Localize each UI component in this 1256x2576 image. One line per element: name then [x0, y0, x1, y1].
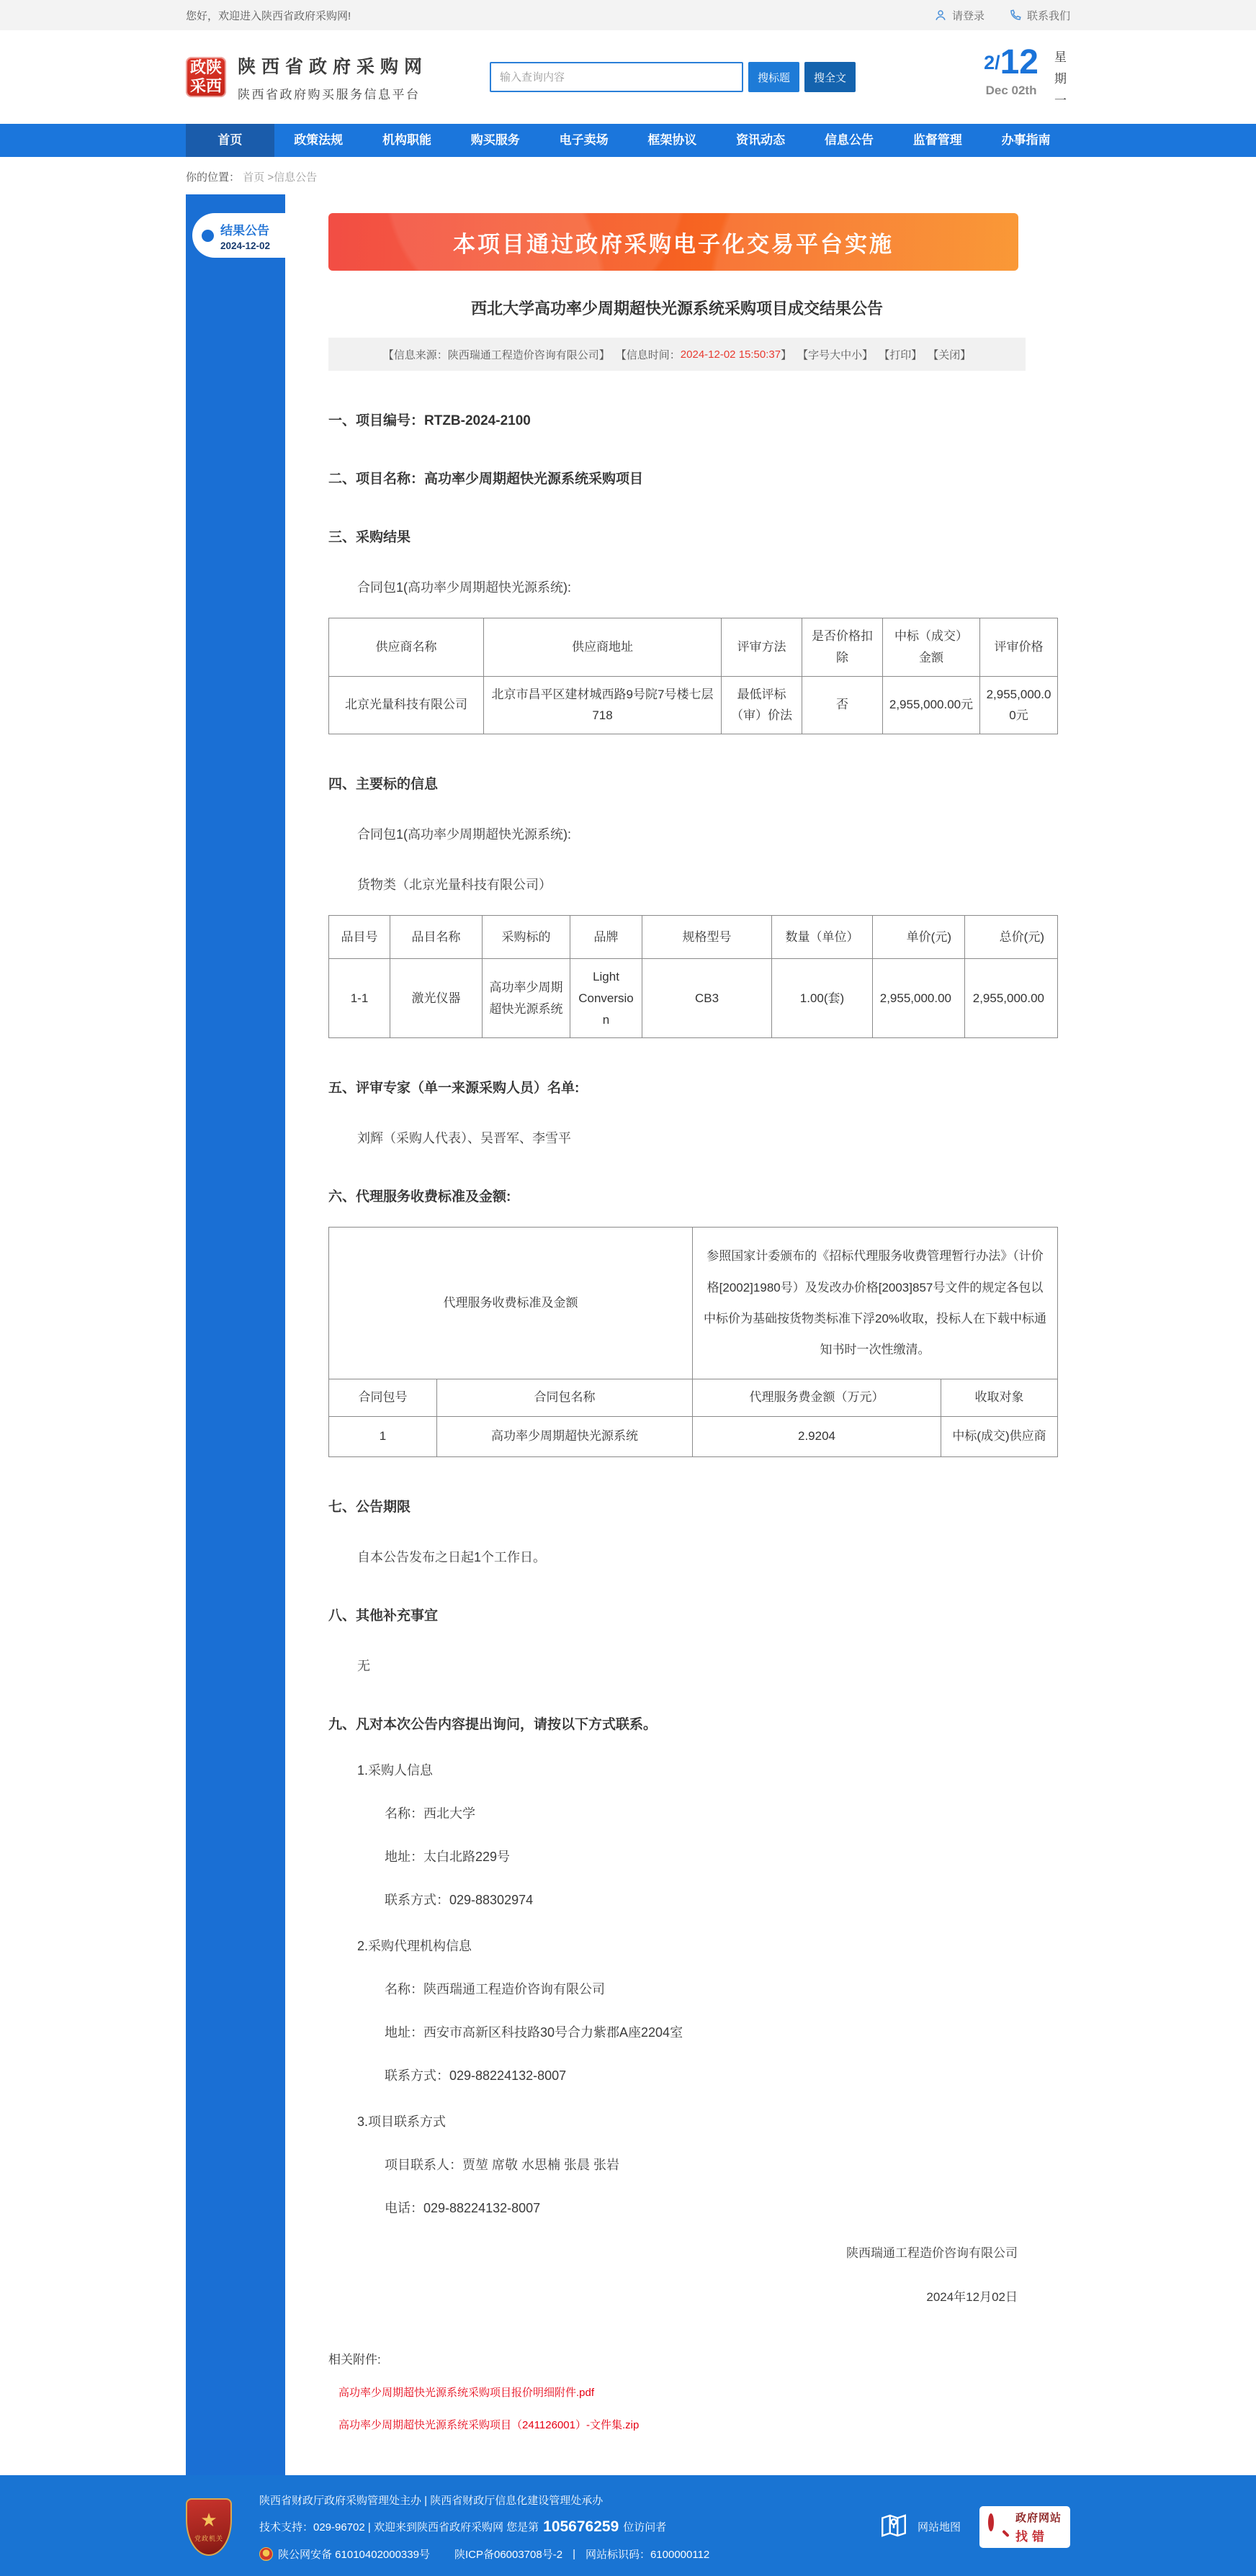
sitemap-link[interactable]: 网站地图 — [879, 2510, 961, 2544]
date-english: Dec 02th — [985, 84, 1037, 98]
search-bar — [490, 62, 856, 92]
attachment-zip-link[interactable]: 高功率少周期超快光源系统采购项目（241126001）-文件集.zip — [338, 2418, 640, 2431]
breadcrumb-home-link[interactable]: 首页 — [243, 171, 265, 184]
site-subtitle: 陕西省政府购买服务信息平台 — [238, 87, 421, 102]
nav-item-guide[interactable]: 办事指南 — [1001, 133, 1051, 147]
footer-organizer: 陕西省财政厅政府采购管理处主办 | 陕西省财政厅信息化建设管理处承办 — [259, 2494, 604, 2507]
party-government-emblem-icon: ★ 党政机关 — [186, 2498, 232, 2556]
visitor-count: 105676259 — [543, 2518, 619, 2535]
welcome-text: 您好，欢迎进入陕西省政府采购网! — [186, 9, 351, 22]
nav-item-home[interactable]: 首页 — [186, 124, 274, 157]
section-experts: 五、评审专家（单一来源采购人员）名单: — [328, 1081, 580, 1096]
breadcrumb-current-link[interactable]: 信息公告 — [274, 171, 318, 184]
nav-item-supervision[interactable]: 监督管理 — [912, 133, 962, 147]
font-size-small[interactable]: 小 — [851, 348, 863, 361]
item-detail-table — [328, 915, 1058, 1038]
print-button[interactable]: 【打印】 — [879, 348, 923, 361]
table-header-row: 品目号 品目名称 采购标的 品牌 规格型号 数量（单位） 单价(元) 总价(元) — [329, 916, 1058, 959]
content-area — [186, 194, 1070, 2475]
table-header-row: 供应商名称 供应商地址 评审方法 是否价格扣除 中标（成交）金额 评审价格 — [329, 618, 1058, 677]
nav-item-framework[interactable]: 框架协议 — [647, 133, 697, 147]
attachment-pdf-link[interactable]: 高功率少周期超快光源系统采购项目报价明细附件.pdf — [338, 2386, 595, 2399]
table-row: 1 高功率少周期超快光源系统 2.9204 中标(成交)供应商 — [329, 1416, 1058, 1456]
gongan-beian-link[interactable]: 陕公网安备 61010402000339号 — [278, 2548, 430, 2561]
footer-support: 技术支持：029-96702 | 欢迎来到陕西省政府采购网 您是第 — [259, 2521, 539, 2534]
page-title: 西北大学高功率少周期超快光源系统采购项目成交结果公告 — [470, 300, 883, 318]
user-icon — [934, 9, 947, 22]
table-row: 1-1 激光仪器 高功率少周期超快光源系统 Light Conversion CB3 1.00(套) 2,955,000.00 2,955,000.00 — [329, 959, 1058, 1038]
main-nav — [0, 124, 1256, 157]
font-size-large[interactable]: 大 — [830, 348, 841, 361]
sidebar — [186, 194, 285, 2475]
close-button[interactable]: 【关闭】 — [928, 348, 972, 361]
nav-item-functions[interactable]: 机构职能 — [382, 133, 431, 147]
agency-info-title: 2.采购代理机构信息 — [357, 1938, 472, 1953]
table-row: 代理服务收费标准及金额 参照国家计委颁布的《招标代理服务收费管理暂行办法》（计价格[2002]1980号）及发改办价格[2003]857号文件的规定各包以中标价为基础按货物类标准下浮20%收取，投标人在下载中标通知书时一次性缴清。 — [329, 1228, 1058, 1379]
section-contact: 九、凡对本次公告内容提出询问，请按以下方式联系。 — [328, 1716, 658, 1732]
nav-item-news[interactable]: 资讯动态 — [736, 133, 786, 147]
signature-date: 2024年12月02日 — [926, 2289, 1018, 2304]
search-input[interactable] — [490, 62, 743, 92]
nav-item-announcements[interactable]: 信息公告 — [824, 133, 874, 147]
site-name: 陕西省政府采购网 — [238, 56, 429, 77]
font-size-medium[interactable]: 中 — [840, 348, 852, 361]
info-source: 【信息来源：陕西瑞通工程造价咨询有限公司】 — [382, 348, 610, 361]
table-header-row: 合同包号 合同包名称 代理服务费金额（万元） 收取对象 — [329, 1379, 1058, 1416]
public-security-badge-icon — [259, 2547, 273, 2561]
contact-link[interactable]: 联系我们 — [1009, 8, 1070, 23]
date-day: 12 — [1000, 43, 1039, 82]
signature-company: 陕西瑞通工程造价咨询有限公司 — [846, 2246, 1018, 2260]
gov-site-error-report-badge[interactable]: 政府网站 找错 — [979, 2506, 1070, 2548]
date-widget — [984, 42, 1070, 111]
phone-icon — [1009, 9, 1022, 22]
section-procurement-result: 三、采购结果 — [328, 530, 411, 545]
nav-item-e-market[interactable]: 电子卖场 — [559, 133, 609, 147]
experts-list: 刘辉（采购人代表）、吴晋军、李雪平 — [357, 1131, 571, 1146]
search-title-button[interactable]: 搜标题 — [748, 62, 799, 92]
breadcrumb: 你的位置： 首页 >信息公告 — [186, 171, 318, 184]
article-meta-bar: 【信息来源：陕西瑞通工程造价咨询有限公司】 【信息时间： 2024-12-02 15:50:37 】 【字号 大 中 小 】 【打印】 【关闭】 — [328, 338, 1026, 371]
site-header — [0, 30, 1256, 124]
attachments-title: 相关附件: — [328, 2352, 381, 2366]
nav-item-purchase-service[interactable]: 购买服务 — [470, 133, 520, 147]
table-row: 北京光量科技有限公司 北京市昌平区建材城西路9号院7号楼七层718 最低评标（审）价法 否 2,955,000.00元 2,955,000.00元 — [329, 676, 1058, 734]
site-logo: 政陕 采西 — [186, 57, 226, 97]
sidebar-item-result-announcement[interactable]: 结果公告 2024-12-02 — [192, 213, 285, 258]
article: 本项目通过政府采购电子化交易平台实施 西北大学高功率少周期超快光源系统采购项目成交结果公告 【信息来源：陕西瑞通工程造价咨询有限公司】 【信息时间： 2024-12-02 15:50:37 】 【字号 大 中 小 】 【打印】 【关闭】 一、项目编号：RTZB-2024-2100 二、项目名称：高功率少周期超快光源系统采购项目 三、采购结果 合同包1(高功率少周期超快光源系统): 供应商名称 供应商地址 评审方法 是否价格扣除 中标（成交）金额 评审价格 北京光量科技有限公司 北京市昌平区建材城西路9号院7号楼七层718 最低评标（审）价法 否 2,955,000.00元 2,955,000.00元 四、主要标的信息 合同包1(高功率少周期超快光源系统): 货物类（北京光量科技有限公司） 品目号 品目名称 采购标的 品牌 规格型号 数量（单位） 单价(元) 总价(元) 1-1 激光仪器 高功率少周期超快光源系统 Light Conversion CB3 1.00(套) 2,955,000.00 2,955,000.00 五、评审专家（单一来源采购人员）名单: 刘辉（采购人代表）、吴晋军、李雪平 六、代理服务收费标准及金额: 代理服务收费标准及金额 参照国家计委颁布的《招标代理服务收费管理暂行办法》（计价格[2002]1980号）及发改办价格[2003]857号文件的规定各包以中标价为基础按货物类标准下浮20%收取，投标人在下载中标通知书时一次性缴清。 合同包号 合同包名称 代理服务费金额（万元） 收取对象 1 高功率少周期超快光源系统 2.9204 中标(成交)供应商 七、公告期限 自本公告发布之日起1个工作日。 八、其他补充事宜 无 九、凡对本次公告内容提出询问，请按以下方式联系。 1.采购人信息 名称：西北大学 地址：太白北路229号 联系方式：029-88302974 2.采购代理机构信息 名称：陕西瑞通工程造价咨询有限公司 地址：西安市高新区科技路30号合力紫郡A座2204室 联系方式：029-88224132-8007 3.项目联系方式 项目联系人：贾堃 席敬 水思楠 张晨 张岩 电话：029-88224132-8007 陕西瑞通工程造价咨询有限公司 2024年12月02日 相关附件: 高功率少周期超快光源系统采购项目报价明细附件.pdf 高功率少周期超快光源系统采购项目（241126001）-文件集.zip — [285, 194, 1070, 2475]
site-code: 网站标识码：6100000112 — [585, 2548, 710, 2561]
magnifier-icon — [988, 2516, 1010, 2538]
info-time: 2024-12-02 15:50:37 — [680, 348, 781, 361]
project-contact-title: 3.项目联系方式 — [357, 2114, 447, 2129]
agency-fee-table — [328, 1227, 1058, 1456]
map-icon — [879, 2510, 909, 2544]
section-announcement-period: 七、公告期限 — [328, 1499, 411, 1515]
nav-item-policies[interactable]: 政策法规 — [294, 133, 344, 147]
signature-block — [328, 2243, 1057, 2305]
section-other-matters: 八、其他补充事宜 — [328, 1608, 439, 1623]
footer: ★ 党政机关 陕西省财政厅政府采购管理处主办 | 陕西省财政厅信息化建设管理处承办 技术支持：029-96702 | 欢迎来到陕西省政府采购网 您是第 105676259 位访问者 陕公网安备 61010402000339号 陕ICP备06003708号-2 | 网站标识码：6100000112 网站地图 政府网站 找错 — [0, 2475, 1256, 2576]
date-weekday: 星期一 — [1054, 50, 1067, 107]
section-project-name: 二、项目名称：高功率少周期超快光源系统采购项目 — [328, 472, 644, 487]
section-agency-fee: 六、代理服务收费标准及金额: — [328, 1189, 511, 1205]
section-project-number: 一、项目编号：RTZB-2024-2100 — [328, 413, 531, 428]
login-link[interactable]: 请登录 — [934, 8, 984, 23]
purchaser-info-title: 1.采购人信息 — [357, 1762, 434, 1778]
icp-beian-link[interactable]: 陕ICP备06003708号-2 — [454, 2548, 563, 2561]
bullet-dot-icon — [202, 230, 214, 242]
search-fulltext-button[interactable]: 搜全文 — [804, 62, 856, 92]
section-main-subject-info: 四、主要标的信息 — [328, 777, 439, 792]
top-bar — [0, 0, 1256, 30]
attachments — [328, 2349, 1057, 2432]
e-platform-banner: 本项目通过政府采购电子化交易平台实施 — [328, 213, 1018, 271]
date-month: 2/ — [984, 52, 1000, 74]
supplier-result-table — [328, 618, 1058, 734]
